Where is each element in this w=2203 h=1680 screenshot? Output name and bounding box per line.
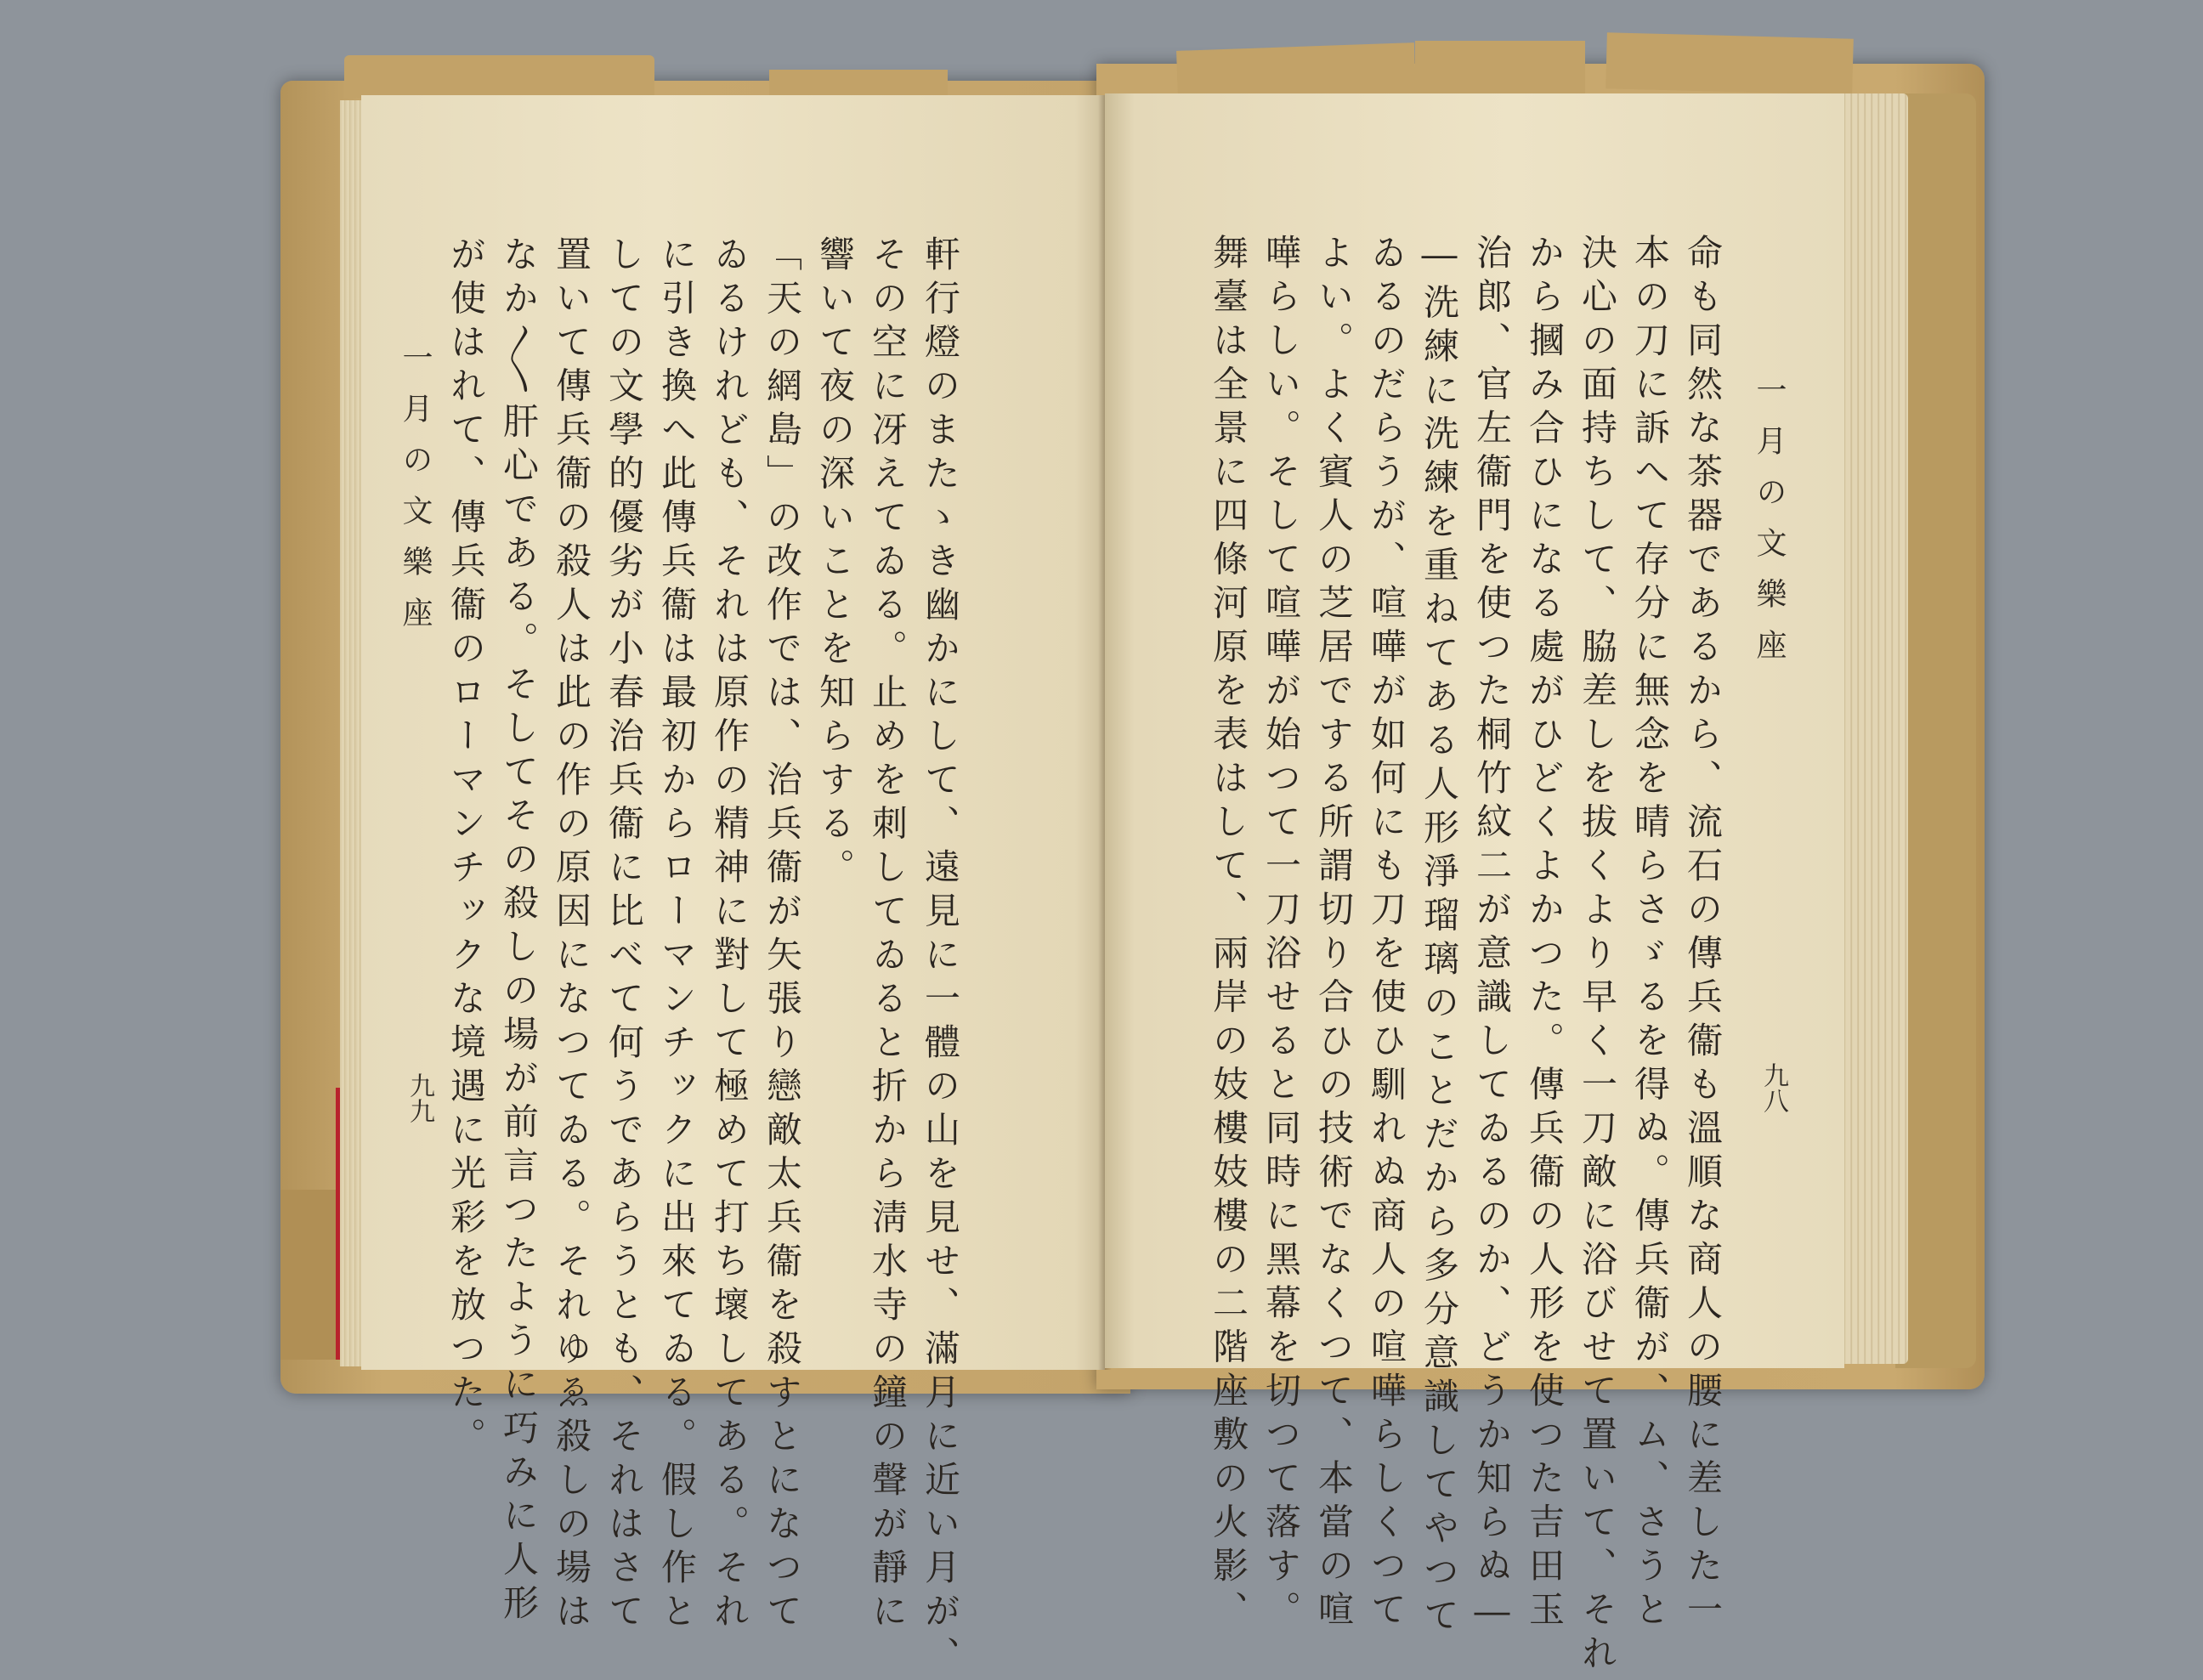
text-line: しての文學的優劣が小春治兵衞に比べて何うであらうとも、それはさて — [603, 235, 645, 1636]
running-header: 一月の文樂座 — [398, 342, 433, 648]
text-line: 軒行燈のまたゝき幽かにして、遠見に一體の山を見せ、滿月に近い月が、 — [920, 235, 961, 1680]
left-page — [361, 95, 1105, 1680]
text-line: ゐるのだらうが、喧嘩が如何にも刀を使ひ馴れぬ商人の喧嘩らしくつて — [1366, 234, 1407, 1634]
text-line: その空に冴えてゐる。止めを刺してゐると折から淸水寺の鐘の聲が靜に — [867, 235, 909, 1636]
text-line: ―洗練に洗練を重ねてある人形淨瑠璃のことだから多分意識してやつて — [1419, 234, 1460, 1640]
torn-cover-fragment — [1415, 41, 1585, 93]
text-line: なか〳〵肝心である。そしてその殺しの場が前言つたように巧みに人形 — [498, 235, 540, 1628]
text-line: 舞臺は全景に四條河原を表はして、兩岸の妓樓妓樓の二階座敷の火影、 — [1208, 234, 1249, 1634]
text-line: が使はれて、傳兵衞のローマンチックな境遇に光彩を放つた。 — [445, 235, 487, 1461]
text-line: 嘩らしい。そして喧嘩が始つて一刀浴せると同時に黑幕を切つて落す。 — [1260, 234, 1302, 1634]
text-line: 本の刀に訴へて存分に無念を晴らさゞるを得ぬ。傳兵衞が、ム、さうと — [1629, 234, 1671, 1634]
text-line: 置いて傳兵衞の殺人は此の作の原因になつてゐる。それゆゑ殺しの場は — [551, 235, 592, 1636]
page-number: 九九 — [405, 1072, 434, 1123]
text-line: 「天の網島」の改作では、治兵衞が矢張り戀敵太兵衞を殺すとになつて — [762, 235, 803, 1636]
torn-cover-fragment — [1606, 32, 1854, 95]
text-line: 決心の面持ちして、脇差しを拔くより早く一刀敵に浴びせて置いて、それ — [1577, 234, 1618, 1678]
running-header: 一月の文樂座 — [1752, 374, 1787, 680]
text-line: 命も同然な茶器であるから、流石の傳兵衞も溫順な商人の腰に差した一 — [1682, 234, 1724, 1634]
page-number: 九八 — [1758, 1062, 1788, 1113]
right-page — [1105, 93, 1844, 1678]
text-line: 響いて夜の深いことを知らする。 — [814, 235, 856, 892]
text-line: に引き換へ此傳兵衞は最初からローマンチックに出來てゐる。假し作と — [656, 235, 698, 1636]
text-line: よい。よく賓人の芝居でする所謂切り合ひの技術でなくつて、本當の喧 — [1313, 234, 1355, 1634]
text-line: から摑み合ひになる處がひどくよかつた。傳兵衞の人形を使つた吉田玉 — [1524, 234, 1566, 1634]
torn-cover-fragment — [344, 55, 654, 98]
text-line: ゐるけれども、それは原作の精神に對して極めて打ち壞してある。それ — [709, 235, 750, 1636]
torn-cover-fragment — [769, 70, 948, 99]
text-line: 治郎、官左衞門を使つた桐竹紋二が意識してゐるのか、どうか知らぬ― — [1471, 234, 1513, 1640]
